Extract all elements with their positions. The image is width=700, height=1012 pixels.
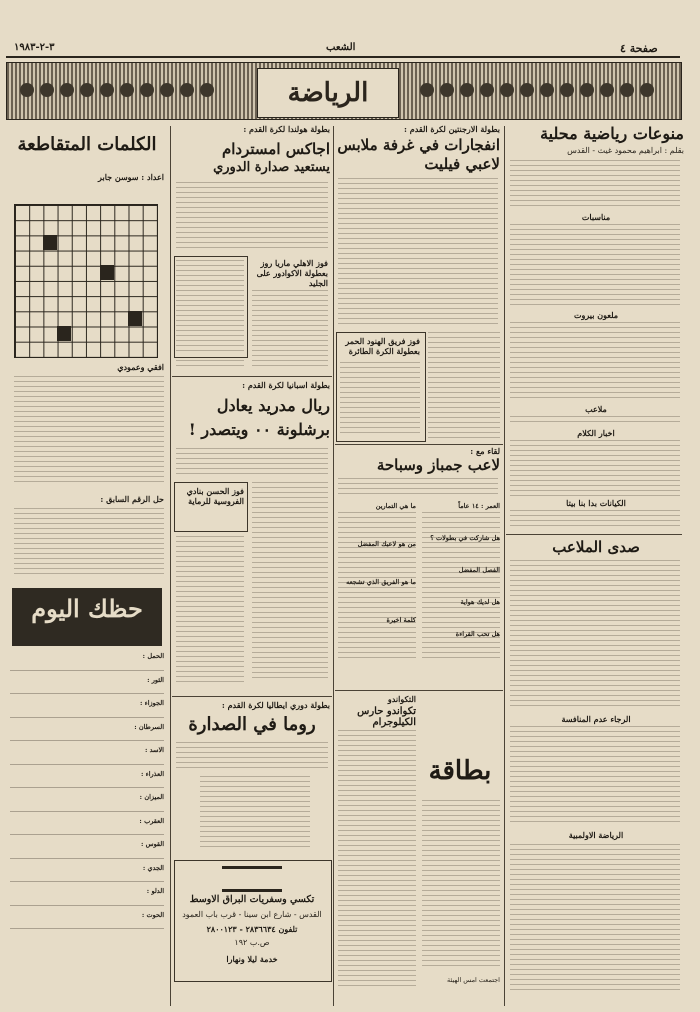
ad-line4: ص.ب ١٩٢ (234, 938, 270, 947)
horoscope-sign: الحوت : (10, 911, 164, 930)
q6: ما هي التمارين (375, 502, 416, 510)
horoscope-sign: القوس : (10, 840, 164, 859)
horoscope-sign: العقرب : (10, 817, 164, 836)
q5: هل تحب القراءة (455, 630, 500, 638)
ad-line1: تكسي وسفريات البراق الاوسط (189, 894, 315, 905)
spain-headline-a: ريال مدريد يعادل (216, 396, 330, 415)
ad-line5: خدمة ليلا ونهارا (226, 954, 278, 964)
bottom-headline: تكواندو حارس الكيلوجرام (357, 706, 416, 728)
mid-kicker: بطولة الارجنتين لكرة القدم : (404, 124, 500, 134)
interview-headline: لاعب جمباز وسباحة (376, 456, 500, 474)
italy-headline: روما في الصدارة (188, 714, 316, 735)
mid-box-title: فوز فريق الهنود الحمر بعطولة الكرة الطائرة (345, 336, 420, 356)
crossword-solution: حل الرقم السابق : (100, 494, 164, 504)
right-headline: منوعات رياضية محلية (540, 124, 684, 143)
masthead-rule (6, 56, 680, 58)
horoscope-sign: الجدي : (10, 864, 164, 883)
horoscope-title: حظك اليوم (31, 594, 143, 623)
sport-icons-left (20, 83, 214, 97)
crossword-author: اعداد : سوسن جابر (98, 172, 164, 182)
right-sub2: ملعون بيروت (573, 310, 619, 320)
card-title: بطاقة (428, 756, 492, 786)
crossword-grid (14, 204, 158, 358)
horoscope-sign: الثور : (10, 676, 164, 695)
horoscope-sign: السرطان : (10, 723, 164, 742)
q9: كلمة اخيرة (386, 616, 416, 624)
cl-box2: فوز الحسن بنادي الفروسية للرماية (186, 486, 244, 506)
horoscope-sign: الجوزاء : (10, 699, 164, 718)
horoscope-sign: الحمل : (10, 652, 164, 671)
right-sub4: اخبار الكلام (577, 428, 615, 438)
spain-kicker: بطولة اسبانيا لكرة القدم : (242, 380, 330, 390)
q8: ما هو الفريق الذي تشجعه (346, 578, 416, 586)
bottom-kicker: التكواندو (387, 694, 416, 704)
italy-kicker: بطولة دوري ايطاليا لكرة القدم : (221, 700, 330, 710)
right-sub1: مناسبات (581, 212, 611, 222)
right-sub3: ملاعب (585, 404, 607, 414)
mid-headline-b: لاعبي فيليت (424, 155, 500, 173)
q7: من هو لاعبك المفضل (357, 540, 416, 548)
mid-headline-a: انفجارات في غرفة ملابس (337, 136, 500, 154)
crossword-title: الكلمات المتقاطعة (17, 134, 157, 155)
section-title: الرياضة (257, 68, 399, 118)
cl-kicker: بطولة هولندا لكرة القدم : (243, 124, 330, 134)
q3: الفصل المفضل (458, 566, 500, 574)
ad-line3: تلفون ٢٨٣٦٦٣٤ - ٢٨٠٠١٢٣ (206, 924, 298, 934)
q2: هل شاركت في بطولات ؟ (430, 534, 500, 542)
horoscope-list (10, 652, 164, 934)
interview-kicker: لقاء مع : (470, 446, 500, 456)
crossword-clues-title: افقي وعمودي (117, 362, 164, 372)
issue-date: ٣-٢-١٩٨٣ (14, 42, 55, 53)
card-footer: اجتمعت امس الهيئة (447, 976, 500, 984)
horoscope-sign: الدلو : (10, 887, 164, 906)
right-byline: بقلم : ابراهيم محمود غيث - القدس (567, 146, 684, 155)
q4: هل لديك هواية (460, 598, 500, 606)
reader-sub: الرجاء عدم المنافسة (561, 714, 631, 724)
horoscope-sign: الميزان : (10, 793, 164, 812)
cl-box-title: فوز الاهلي ماريا روز بعطولة الاكوادور على الجليد (256, 258, 328, 288)
cl-headline-b: يستعيد صدارة الدوري (213, 160, 330, 175)
sport-icons-right (420, 83, 654, 97)
right-sub5: الكيانات بدا بنا بيتا (566, 498, 626, 508)
paper-name: الشعب (326, 42, 356, 53)
ad-line2: القدس - شارع ابن سينا - قرب باب العمود (182, 910, 322, 919)
cl-headline-a: اجاكس امستردام (221, 140, 330, 158)
q1: العمر : ١٤ عاماً (458, 502, 500, 510)
spain-headline-b: برشلونة ٠٠ ويتصدر ! (188, 420, 330, 439)
reader-headline: الرياضة الاولمبية (568, 830, 624, 840)
page-number: صفحة ٤ (620, 42, 658, 55)
horoscope-sign: الاسد : (10, 746, 164, 765)
horoscope-sign: العذراء : (10, 770, 164, 789)
airplane-logo-icon (222, 866, 282, 892)
echo-headline: صدى الملاعب (552, 538, 640, 556)
